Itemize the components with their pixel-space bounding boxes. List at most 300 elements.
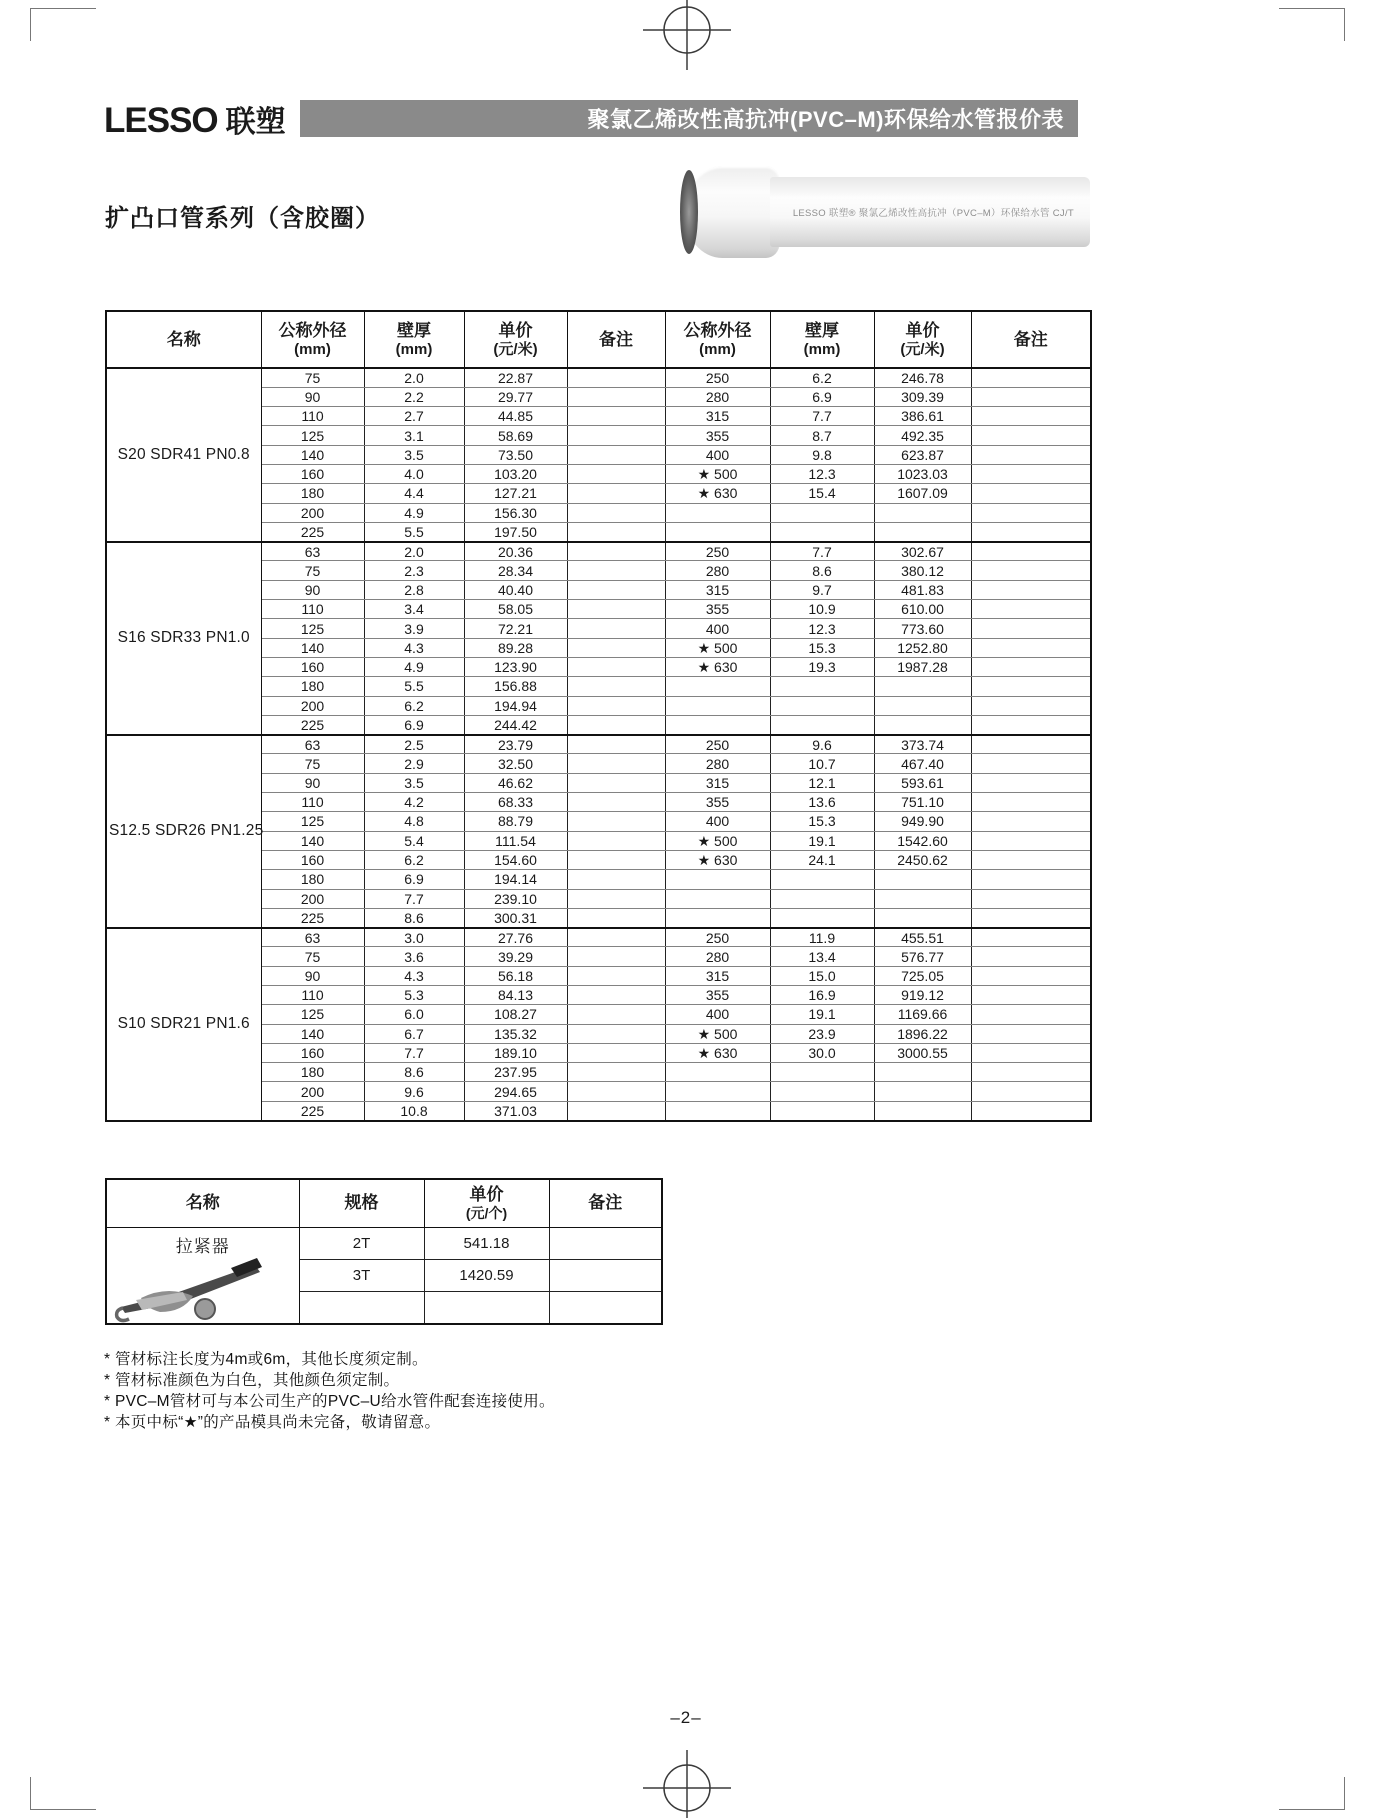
unit-price-cell: 1542.60 bbox=[874, 831, 971, 850]
unit-price-cell: 28.34 bbox=[464, 561, 567, 580]
outer-diameter-cell bbox=[665, 870, 770, 889]
unit-price-cell: 197.50 bbox=[464, 522, 567, 541]
pipe-body bbox=[770, 177, 1090, 247]
wall-thickness-cell: 10.9 bbox=[770, 600, 874, 619]
outer-diameter-cell bbox=[665, 677, 770, 696]
outer-diameter-cell: 140 bbox=[261, 638, 364, 657]
unit-price-cell: 68.33 bbox=[464, 793, 567, 812]
outer-diameter-cell: 315 bbox=[665, 966, 770, 985]
unit-price-cell: 58.05 bbox=[464, 600, 567, 619]
wall-thickness-cell: 19.1 bbox=[770, 1005, 874, 1024]
outer-diameter-cell: ★ 500 bbox=[665, 1024, 770, 1043]
wall-thickness-cell: 15.4 bbox=[770, 484, 874, 503]
table-row bbox=[106, 542, 1091, 561]
pipe-socket-end bbox=[684, 166, 780, 258]
spec-cell: 3T bbox=[299, 1259, 424, 1291]
wall-thickness-cell: 5.5 bbox=[364, 677, 464, 696]
wall-thickness-cell: 15.0 bbox=[770, 966, 874, 985]
remark-cell bbox=[567, 368, 665, 387]
outer-diameter-cell: 125 bbox=[261, 426, 364, 445]
series-name-cell: S10 SDR21 PN1.6 bbox=[106, 928, 261, 1121]
wall-thickness-cell: 4.9 bbox=[364, 503, 464, 522]
footnote-line: * 管材标注长度为4m或6m，其他长度须定制。 bbox=[104, 1351, 428, 1368]
title-banner bbox=[300, 100, 1078, 137]
outer-diameter-cell bbox=[665, 908, 770, 927]
outer-diameter-cell: ★ 630 bbox=[665, 657, 770, 676]
outer-diameter-cell: 110 bbox=[261, 407, 364, 426]
wall-thickness-cell: 10.7 bbox=[770, 754, 874, 773]
unit-price-cell: 455.51 bbox=[874, 928, 971, 947]
wall-thickness-cell: 12.1 bbox=[770, 773, 874, 792]
wall-thickness-cell: 4.3 bbox=[364, 966, 464, 985]
remark-cell bbox=[549, 1259, 662, 1291]
column-header: 公称外径 (mm) bbox=[261, 311, 364, 368]
remark-cell bbox=[567, 1005, 665, 1024]
remark-cell bbox=[971, 503, 1091, 522]
unit-price-cell: 32.50 bbox=[464, 754, 567, 773]
remark-cell bbox=[567, 928, 665, 947]
remark-cell bbox=[971, 407, 1091, 426]
wall-thickness-cell: 9.8 bbox=[770, 445, 874, 464]
remark-cell bbox=[971, 638, 1091, 657]
footnote-line: * 管材标准颜色为白色，其他颜色须定制。 bbox=[104, 1372, 400, 1389]
unit-price-cell: 371.03 bbox=[464, 1101, 567, 1120]
outer-diameter-cell: 125 bbox=[261, 1005, 364, 1024]
unit-price-cell: 541.18 bbox=[424, 1227, 549, 1259]
remark-cell bbox=[567, 522, 665, 541]
unit-price-cell bbox=[874, 677, 971, 696]
column-header: 单价 (元/个) bbox=[424, 1179, 549, 1227]
unit-price-cell: 156.30 bbox=[464, 503, 567, 522]
wall-thickness-cell: 3.4 bbox=[364, 600, 464, 619]
outer-diameter-cell: 125 bbox=[261, 812, 364, 831]
wall-thickness-cell: 2.8 bbox=[364, 580, 464, 599]
remark-cell bbox=[567, 1101, 665, 1120]
outer-diameter-cell: 280 bbox=[665, 387, 770, 406]
unit-price-cell: 58.69 bbox=[464, 426, 567, 445]
outer-diameter-cell: 280 bbox=[665, 947, 770, 966]
remark-cell bbox=[971, 387, 1091, 406]
wall-thickness-cell: 9.7 bbox=[770, 580, 874, 599]
remark-cell bbox=[567, 561, 665, 580]
outer-diameter-cell: 160 bbox=[261, 657, 364, 676]
wall-thickness-cell: 7.7 bbox=[364, 1043, 464, 1062]
outer-diameter-cell: 225 bbox=[261, 1101, 364, 1120]
outer-diameter-cell: 355 bbox=[665, 600, 770, 619]
unit-price-cell: 481.83 bbox=[874, 580, 971, 599]
outer-diameter-cell: 180 bbox=[261, 677, 364, 696]
outer-diameter-cell: 355 bbox=[665, 426, 770, 445]
unit-price-cell: 949.90 bbox=[874, 812, 971, 831]
column-header: 备注 bbox=[549, 1179, 662, 1227]
unit-price-cell bbox=[874, 870, 971, 889]
outer-diameter-cell: 63 bbox=[261, 735, 364, 754]
unit-price-cell: 1607.09 bbox=[874, 484, 971, 503]
outer-diameter-cell: 400 bbox=[665, 1005, 770, 1024]
wall-thickness-cell: 6.0 bbox=[364, 1005, 464, 1024]
remark-cell bbox=[567, 715, 665, 734]
column-header: 规格 bbox=[299, 1179, 424, 1227]
unit-price-cell: 386.61 bbox=[874, 407, 971, 426]
remark-cell bbox=[971, 831, 1091, 850]
outer-diameter-cell: 110 bbox=[261, 793, 364, 812]
unit-price-cell: 73.50 bbox=[464, 445, 567, 464]
lesso-logo-latin: LESSO bbox=[104, 101, 218, 140]
wall-thickness-cell: 6.2 bbox=[770, 368, 874, 387]
remark-cell bbox=[971, 889, 1091, 908]
remark-cell bbox=[567, 908, 665, 927]
remark-cell bbox=[549, 1227, 662, 1259]
accessory-table-header-row bbox=[106, 1179, 662, 1227]
wall-thickness-cell: 2.3 bbox=[364, 561, 464, 580]
remark-cell bbox=[971, 657, 1091, 676]
wall-thickness-cell: 6.9 bbox=[770, 387, 874, 406]
remark-cell bbox=[971, 966, 1091, 985]
remark-cell bbox=[971, 1024, 1091, 1043]
remark-cell bbox=[971, 870, 1091, 889]
unit-price-cell: 46.62 bbox=[464, 773, 567, 792]
outer-diameter-cell: 355 bbox=[665, 986, 770, 1005]
registration-mark-bottom-icon bbox=[641, 1750, 733, 1818]
wall-thickness-cell: 2.9 bbox=[364, 754, 464, 773]
remark-cell bbox=[971, 522, 1091, 541]
wall-thickness-cell: 15.3 bbox=[770, 812, 874, 831]
lesso-logo bbox=[104, 97, 286, 141]
remark-cell bbox=[567, 580, 665, 599]
remark-cell bbox=[567, 1024, 665, 1043]
remark-cell bbox=[567, 850, 665, 869]
remark-cell bbox=[567, 1043, 665, 1062]
crop-mark-bottom-left bbox=[30, 1777, 96, 1810]
unit-price-cell bbox=[874, 1082, 971, 1101]
wall-thickness-cell: 11.9 bbox=[770, 928, 874, 947]
outer-diameter-cell: 315 bbox=[665, 773, 770, 792]
wall-thickness-cell: 6.2 bbox=[364, 850, 464, 869]
unit-price-cell: 29.77 bbox=[464, 387, 567, 406]
unit-price-cell: 239.10 bbox=[464, 889, 567, 908]
table-row bbox=[106, 1227, 662, 1259]
wall-thickness-cell: 5.3 bbox=[364, 986, 464, 1005]
remark-cell bbox=[971, 600, 1091, 619]
remark-cell bbox=[971, 542, 1091, 561]
remark-cell bbox=[567, 542, 665, 561]
wall-thickness-cell bbox=[770, 1063, 874, 1082]
remark-cell bbox=[567, 986, 665, 1005]
wall-thickness-cell: 2.0 bbox=[364, 542, 464, 561]
series-section-title: 扩凸口管系列（含胶圈） bbox=[105, 205, 380, 232]
outer-diameter-cell bbox=[665, 1082, 770, 1101]
unit-price-cell: 84.13 bbox=[464, 986, 567, 1005]
unit-price-cell: 302.67 bbox=[874, 542, 971, 561]
pipe-opening bbox=[680, 170, 698, 254]
wall-thickness-cell: 2.5 bbox=[364, 735, 464, 754]
remark-cell bbox=[567, 696, 665, 715]
wall-thickness-cell: 7.7 bbox=[364, 889, 464, 908]
unit-price-cell: 373.74 bbox=[874, 735, 971, 754]
price-table-header-row bbox=[106, 311, 1091, 368]
column-header: 公称外径 (mm) bbox=[665, 311, 770, 368]
wall-thickness-cell: 9.6 bbox=[364, 1082, 464, 1101]
unit-price-cell: 919.12 bbox=[874, 986, 971, 1005]
price-table-body bbox=[106, 368, 1091, 1121]
remark-cell bbox=[567, 638, 665, 657]
remark-cell bbox=[567, 600, 665, 619]
outer-diameter-cell: 180 bbox=[261, 870, 364, 889]
wall-thickness-cell: 2.7 bbox=[364, 407, 464, 426]
remark-cell bbox=[567, 735, 665, 754]
remark-cell bbox=[567, 966, 665, 985]
unit-price-cell: 380.12 bbox=[874, 561, 971, 580]
table-row bbox=[106, 368, 1091, 387]
wall-thickness-cell: 3.9 bbox=[364, 619, 464, 638]
wall-thickness-cell: 24.1 bbox=[770, 850, 874, 869]
remark-cell bbox=[567, 947, 665, 966]
wall-thickness-cell: 4.0 bbox=[364, 464, 464, 483]
remark-cell bbox=[567, 773, 665, 792]
remark-cell bbox=[971, 812, 1091, 831]
remark-cell bbox=[971, 715, 1091, 734]
spec-cell: 2T bbox=[299, 1227, 424, 1259]
wall-thickness-cell: 4.4 bbox=[364, 484, 464, 503]
wall-thickness-cell bbox=[770, 908, 874, 927]
unit-price-cell bbox=[874, 1063, 971, 1082]
unit-price-cell bbox=[874, 522, 971, 541]
tensioner-product-photo bbox=[111, 1255, 263, 1323]
unit-price-cell: 1252.80 bbox=[874, 638, 971, 657]
lesso-logo-chinese: 联塑 bbox=[225, 106, 286, 139]
outer-diameter-cell: 225 bbox=[261, 715, 364, 734]
wall-thickness-cell: 7.7 bbox=[770, 542, 874, 561]
remark-cell bbox=[971, 677, 1091, 696]
unit-price-cell: 108.27 bbox=[464, 1005, 567, 1024]
unit-price-cell: 623.87 bbox=[874, 445, 971, 464]
wall-thickness-cell: 16.9 bbox=[770, 986, 874, 1005]
accessory-product-name: 拉紧器 bbox=[175, 1236, 230, 1256]
pipe-print-text: LESSO 联塑® 聚氯乙烯改性高抗冲（PVC–M）环保给水管 CJ/T bbox=[792, 208, 1074, 219]
wall-thickness-cell: 6.7 bbox=[364, 1024, 464, 1043]
remark-cell bbox=[971, 696, 1091, 715]
price-table bbox=[105, 310, 1092, 1122]
remark-cell bbox=[567, 793, 665, 812]
unit-price-cell: 294.65 bbox=[464, 1082, 567, 1101]
series-name-cell: S20 SDR41 PN0.8 bbox=[106, 368, 261, 542]
spec-cell bbox=[299, 1291, 424, 1323]
outer-diameter-cell: 225 bbox=[261, 522, 364, 541]
outer-diameter-cell: 90 bbox=[261, 966, 364, 985]
remark-cell bbox=[971, 754, 1091, 773]
remark-cell bbox=[567, 754, 665, 773]
outer-diameter-cell: 125 bbox=[261, 619, 364, 638]
crop-mark-top-right bbox=[1279, 8, 1345, 41]
wall-thickness-cell: 4.8 bbox=[364, 812, 464, 831]
wall-thickness-cell: 10.8 bbox=[364, 1101, 464, 1120]
remark-cell bbox=[971, 445, 1091, 464]
remark-cell bbox=[567, 407, 665, 426]
wall-thickness-cell: 4.9 bbox=[364, 657, 464, 676]
unit-price-cell: 1896.22 bbox=[874, 1024, 971, 1043]
remark-cell bbox=[971, 368, 1091, 387]
outer-diameter-cell: 75 bbox=[261, 561, 364, 580]
outer-diameter-cell bbox=[665, 522, 770, 541]
remark-cell bbox=[971, 580, 1091, 599]
unit-price-cell: 56.18 bbox=[464, 966, 567, 985]
unit-price-cell: 127.21 bbox=[464, 484, 567, 503]
outer-diameter-cell: 140 bbox=[261, 831, 364, 850]
series-name-cell: S12.5 SDR26 PN1.25 bbox=[106, 735, 261, 928]
remark-cell bbox=[971, 1005, 1091, 1024]
remark-cell bbox=[971, 850, 1091, 869]
unit-price-cell: 194.94 bbox=[464, 696, 567, 715]
unit-price-cell: 246.78 bbox=[874, 368, 971, 387]
outer-diameter-cell: ★ 630 bbox=[665, 484, 770, 503]
outer-diameter-cell: 280 bbox=[665, 754, 770, 773]
outer-diameter-cell: 250 bbox=[665, 542, 770, 561]
unit-price-cell: 189.10 bbox=[464, 1043, 567, 1062]
wall-thickness-cell: 6.2 bbox=[364, 696, 464, 715]
unit-price-cell: 194.14 bbox=[464, 870, 567, 889]
unit-price-cell bbox=[874, 503, 971, 522]
outer-diameter-cell: 200 bbox=[261, 889, 364, 908]
unit-price-cell: 3000.55 bbox=[874, 1043, 971, 1062]
unit-price-cell: 123.90 bbox=[464, 657, 567, 676]
wall-thickness-cell: 6.9 bbox=[364, 870, 464, 889]
outer-diameter-cell: 315 bbox=[665, 580, 770, 599]
outer-diameter-cell bbox=[665, 715, 770, 734]
outer-diameter-cell: ★ 630 bbox=[665, 850, 770, 869]
unit-price-cell: 72.21 bbox=[464, 619, 567, 638]
column-header: 备注 bbox=[971, 311, 1091, 368]
wall-thickness-cell bbox=[770, 677, 874, 696]
wall-thickness-cell bbox=[770, 1082, 874, 1101]
remark-cell bbox=[971, 561, 1091, 580]
unit-price-cell: 300.31 bbox=[464, 908, 567, 927]
remark-cell bbox=[567, 426, 665, 445]
remark-cell bbox=[971, 986, 1091, 1005]
unit-price-cell: 22.87 bbox=[464, 368, 567, 387]
unit-price-cell: 135.32 bbox=[464, 1024, 567, 1043]
remark-cell bbox=[567, 445, 665, 464]
unit-price-cell: 88.79 bbox=[464, 812, 567, 831]
outer-diameter-cell: 140 bbox=[261, 1024, 364, 1043]
footnote-line: * PVC–M管材可与本公司生产的PVC–U给水管件配套连接使用。 bbox=[104, 1393, 555, 1410]
remark-cell bbox=[549, 1291, 662, 1323]
wall-thickness-cell: 8.6 bbox=[364, 1063, 464, 1082]
remark-cell bbox=[971, 793, 1091, 812]
page-number: –2– bbox=[670, 1708, 702, 1727]
outer-diameter-cell: 250 bbox=[665, 368, 770, 387]
accessory-name-cell bbox=[106, 1227, 299, 1324]
outer-diameter-cell: 90 bbox=[261, 773, 364, 792]
series-name-cell: S16 SDR33 PN1.0 bbox=[106, 542, 261, 735]
footnote-line: * 本页中标“★”的产品模具尚未完备，敬请留意。 bbox=[104, 1414, 441, 1431]
wall-thickness-cell bbox=[770, 503, 874, 522]
remark-cell bbox=[971, 1063, 1091, 1082]
remark-cell bbox=[971, 947, 1091, 966]
wall-thickness-cell: 30.0 bbox=[770, 1043, 874, 1062]
remark-cell bbox=[567, 619, 665, 638]
wall-thickness-cell bbox=[770, 715, 874, 734]
unit-price-cell bbox=[874, 696, 971, 715]
outer-diameter-cell bbox=[665, 696, 770, 715]
wall-thickness-cell: 12.3 bbox=[770, 619, 874, 638]
remark-cell bbox=[971, 484, 1091, 503]
remark-cell bbox=[567, 1082, 665, 1101]
unit-price-cell: 89.28 bbox=[464, 638, 567, 657]
unit-price-cell: 39.29 bbox=[464, 947, 567, 966]
wall-thickness-cell: 8.7 bbox=[770, 426, 874, 445]
outer-diameter-cell: 140 bbox=[261, 445, 364, 464]
remark-cell bbox=[971, 1101, 1091, 1120]
wall-thickness-cell: 13.4 bbox=[770, 947, 874, 966]
unit-price-cell bbox=[874, 1101, 971, 1120]
unit-price-cell: 492.35 bbox=[874, 426, 971, 445]
wall-thickness-cell bbox=[770, 696, 874, 715]
remark-cell bbox=[567, 464, 665, 483]
outer-diameter-cell: 90 bbox=[261, 580, 364, 599]
wall-thickness-cell: 6.9 bbox=[364, 715, 464, 734]
registration-mark-top-icon bbox=[641, 0, 733, 70]
wall-thickness-cell: 8.6 bbox=[364, 908, 464, 927]
table-row bbox=[106, 735, 1091, 754]
remark-cell bbox=[971, 735, 1091, 754]
column-header: 壁厚 (mm) bbox=[364, 311, 464, 368]
outer-diameter-cell: 75 bbox=[261, 754, 364, 773]
outer-diameter-cell: 400 bbox=[665, 619, 770, 638]
outer-diameter-cell: 250 bbox=[665, 928, 770, 947]
wall-thickness-cell: 19.1 bbox=[770, 831, 874, 850]
unit-price-cell: 111.54 bbox=[464, 831, 567, 850]
unit-price-cell bbox=[874, 889, 971, 908]
banner-title-text: 聚氯乙烯改性高抗冲(PVC–M)环保给水管报价表 bbox=[587, 107, 1064, 132]
wall-thickness-cell bbox=[770, 889, 874, 908]
remark-cell bbox=[971, 1082, 1091, 1101]
unit-price-cell: 1420.59 bbox=[424, 1259, 549, 1291]
unit-price-cell: 593.61 bbox=[874, 773, 971, 792]
wall-thickness-cell: 3.5 bbox=[364, 773, 464, 792]
outer-diameter-cell bbox=[665, 1101, 770, 1120]
wall-thickness-cell: 5.5 bbox=[364, 522, 464, 541]
remark-cell bbox=[971, 619, 1091, 638]
outer-diameter-cell: 225 bbox=[261, 908, 364, 927]
unit-price-cell: 2450.62 bbox=[874, 850, 971, 869]
unit-price-cell: 154.60 bbox=[464, 850, 567, 869]
accessory-table-body bbox=[106, 1227, 662, 1324]
column-header: 备注 bbox=[567, 311, 665, 368]
accessory-table bbox=[105, 1178, 663, 1325]
remark-cell bbox=[567, 677, 665, 696]
wall-thickness-cell: 23.9 bbox=[770, 1024, 874, 1043]
remark-cell bbox=[567, 831, 665, 850]
unit-price-cell: 1169.66 bbox=[874, 1005, 971, 1024]
wall-thickness-cell: 3.0 bbox=[364, 928, 464, 947]
outer-diameter-cell: 160 bbox=[261, 1043, 364, 1062]
column-header: 名称 bbox=[106, 1179, 299, 1227]
remark-cell bbox=[971, 773, 1091, 792]
unit-price-cell bbox=[874, 715, 971, 734]
wall-thickness-cell: 9.6 bbox=[770, 735, 874, 754]
unit-price-cell: 725.05 bbox=[874, 966, 971, 985]
wall-thickness-cell: 13.6 bbox=[770, 793, 874, 812]
wall-thickness-cell: 4.2 bbox=[364, 793, 464, 812]
wall-thickness-cell: 3.1 bbox=[364, 426, 464, 445]
remark-cell bbox=[567, 503, 665, 522]
outer-diameter-cell bbox=[665, 889, 770, 908]
remark-cell bbox=[971, 1043, 1091, 1062]
outer-diameter-cell: 180 bbox=[261, 1063, 364, 1082]
outer-diameter-cell: 280 bbox=[665, 561, 770, 580]
unit-price-cell: 44.85 bbox=[464, 407, 567, 426]
outer-diameter-cell bbox=[665, 1063, 770, 1082]
